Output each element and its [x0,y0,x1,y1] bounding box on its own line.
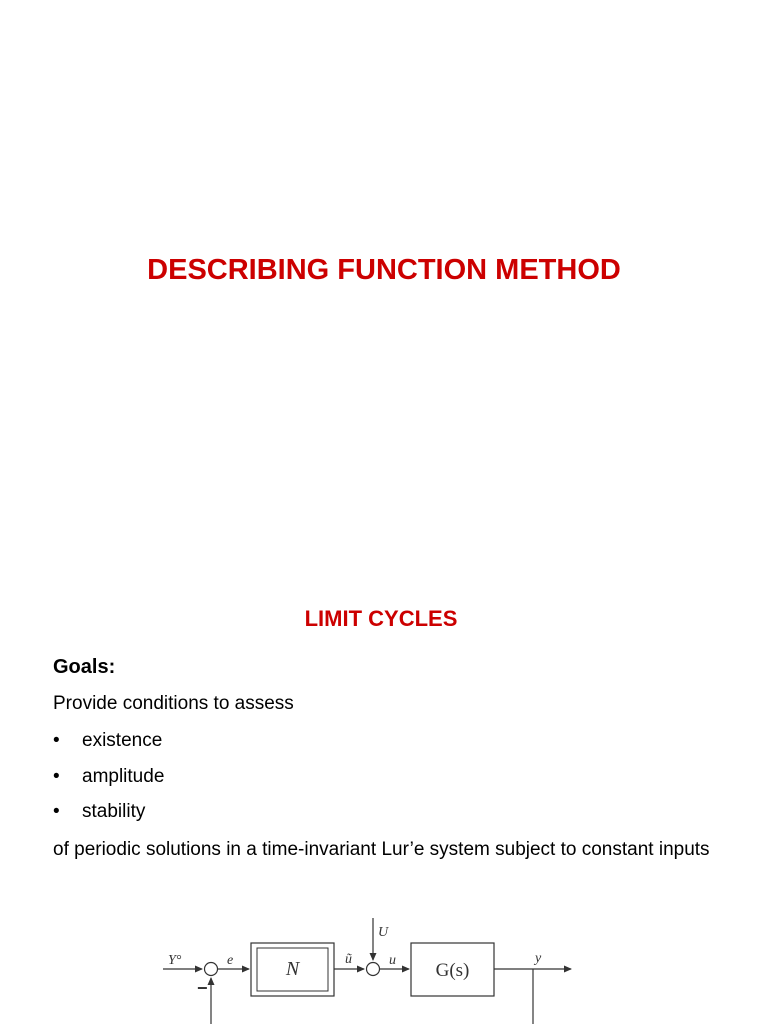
goals-heading: Goals: [53,656,116,678]
feedback-sign: − [197,978,208,998]
reference-label: Y° [168,953,182,968]
list-item-amplitude [53,765,164,801]
block-diagram [0,900,768,1024]
nonlinear-block-label: N [285,958,300,980]
goals-list [53,729,164,836]
error-label: e [227,953,234,968]
intro-text: Provide conditions to assess [53,693,294,714]
bullet-icon: • [53,801,60,822]
slide-title: DESCRIBING FUNCTION METHOD [147,254,621,286]
section-subtitle: LIMIT CYCLES [304,606,458,631]
lure-term: Lur’e [381,839,425,860]
output-label: y [535,951,542,966]
list-item-label: stability [82,801,146,822]
list-item-label: amplitude [82,765,165,787]
closing-text [53,837,743,863]
bullet-icon: • [53,730,60,751]
summing-junction-error [205,963,218,976]
list-item-label: existence [82,730,163,751]
closing-text-after: system subject to constant inputs [424,839,710,860]
closing-text-before: of periodic solutions in a time-invariant [53,839,382,860]
nonlinear-output-label: ũ [345,952,352,967]
list-item-stability [53,800,164,836]
disturbance-label: U [378,925,389,940]
summing-junction-disturbance [367,963,380,976]
bullet-icon: • [53,765,60,787]
plant-block-label: G(s) [435,960,470,981]
list-item-existence [53,729,164,765]
plant-input-label: u [389,953,396,968]
